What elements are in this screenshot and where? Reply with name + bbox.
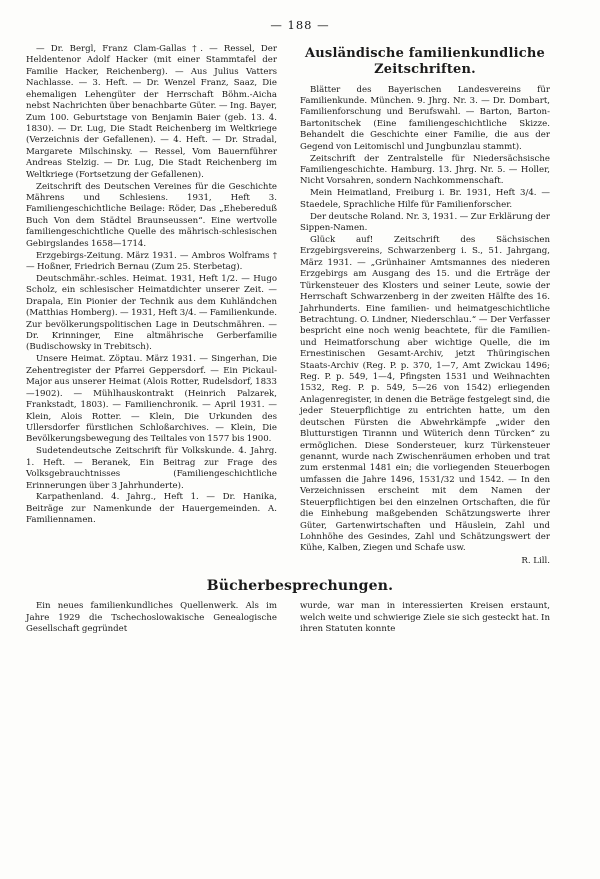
two-column-body [26, 44, 574, 566]
paragraph: Ein neues familienkundliches Quellenwerk. Als im Jahre 1929 die Tschechoslowakische Genealogische Gesellschaft gegründet [26, 601, 277, 635]
paragraph: Glück auf! Zeitschrift des Sächsischen Erzgebirgsvereins, Schwarzenberg i. S., 51. Jahrgang, März 1931. — „Grünhainer Amtsmannes des niederen Erzgebirgs am Ausgang des 15. und die Erträge der Türkensteuer des Klosters und seiner Leute, sowie der Herrschaft Schwarzenberg in der zweiten Hälfte des 16. Jahrhunderts. Eine familien- und heimatgeschichtliche Betrachtung. O. Lindner, Niederschlau.“ — Der Verfasser bespricht eine noch wenig beachtete, für die Familien- und Heimatforschung aber wichtige Quelle, die im Ernestinischen Gesamt-Archiv, jetzt Thüringischen Staats-Archiv (Reg. P. p. 370, 1—7, Amt Zwickau 1496; Reg. P. p. 549, 1—4, Pfingsten 1531 und Weihnachten 1532, Reg. P. p. 549, 5—26 von 1542) erliegenden Anlagenregister, in denen die Beträge festgelegt sind, die jeder Steuerpflichtige zu entrichten hatte, um den deutschen Fürsten die Abwehrkämpfe „wider den Blutturstigen Tirannn und Wüterich denn Türcken“ zu ermöglichen. Diese Sondersteuer, kurz Türkensteuer genannt, wurde nach Zwischenräumen erhoben und trat zum erstenmal 1481 ein; die vorliegenden Steuerbogen umfassen die Jahre 1496, 1531/32 und 1542. — In den Verzeichnissen erscheint mit dem Namen der Steuerpflichtigen bei den einzelnen Ortschaften, die für die Einhebung maßgebenden Schätzungswerte ihrer Güter, Gartenwirtschaften und Häuslein, Zahl und Lohnhöhe des Gesindes, Zahl und Schätzungswert der Kühe, Kalben, Ziegen und Schafe usw. [300, 234, 550, 554]
right-column [288, 44, 550, 566]
paragraph: Blätter des Bayerischen Landesvereins für Familienkunde. München. 9. Jhrg. Nr. 3. — Dr. Dombart, Familienforschung und Berufswahl. — Barton, Barton-Bartonitschek (Eine familiengeschichtliche Skizze. Behandelt die Geschichte einer Familie, die aus der Gegend von Leitomischl und Jungbunzlau stammt). [300, 84, 550, 152]
section-heading-book-reviews: Bücherbesprechungen. [206, 577, 394, 594]
left-column [26, 44, 288, 527]
paragraph: Der deutsche Roland. Nr. 3, 1931. — Zur Erklärung der Sippen-Namen. [300, 211, 550, 234]
section-heading-foreign-journals: Ausländische familienkundliche Zeitschriften. [304, 46, 545, 78]
paragraph: Sudetendeutsche Zeitschrift für Volkskunde. 4. Jahrg. 1. Heft. — Beranek, Ein Beitrag zur Frage des Volksgebrauchtnisses (Familiengeschichtliche Erinnerungen über 3 Jahrhunderte). [26, 446, 277, 491]
book-reviews-left-column [26, 601, 288, 636]
paragraph: Karpathenland. 4. Jahrg., Heft 1. — Dr. Hanika, Beiträge zur Namenkunde der Hauergemeinden. A. Familiennamen. [26, 492, 277, 526]
paragraph: Deutschmähr.-schles. Heimat. 1931, Heft 1/2. — Hugo Scholz, ein schlesischer Heimatdichter unserer Zeit. — Drapala, Ein Pionier der Technik aus dem Kuhländchen (Matthias Homberg). — 1931, Heft 3/4. — Familienkunde. Zur bevölkerungspolitischen Lage in Deutschmähren. — Dr. Krinninger, Eine altmährische Gerberfamilie (Budischowsky in Trebitsch). [26, 273, 277, 353]
book-reviews-columns [26, 601, 574, 636]
book-reviews-right-column [288, 601, 550, 636]
author-signature: R. Lill. [521, 555, 550, 566]
paragraph: Unsere Heimat. Zöptau. März 1931. — Singerhan, Die Zehentregister der Pfarrei Geppersdorf. — Ein Pickaul-Major aus unserer Heimat (Alois Rotter, Rudelsdorf, 1833—1902). — Mühlhauskontrakt (Heinrich Palzarek, Frankstadt, 1803). — Familienchronik. — April 1931. — Klein, Alois Rotter. — Klein, Die Urkunden des Ullersdorfer fürstlichen Schloßarchives. — Klein, Die Bevölkerungsbewegung des Teiltales von 1577 bis 1900. [26, 354, 277, 445]
paragraph: — Dr. Bergl, Franz Clam-Gallas †. — Ressel, Der Heldentenor Adolf Hacker (mit einer Stammtafel der Familie Hacker, Reichenberg). — Aus Julius Vatters Nachlasse. — 3. Heft. — Dr. Wenzel Franz, Saaz, Die ehemaligen Lehengüter der Herrschaft Böhm.-Aicha nebst Nachrichten über benachbarte Güter. — Ing. Bayer, Zum 100. Geburtstage von Benjamin Baier (geb. 13. 4. 1830). — Dr. Lug, Die Stadt Reichenberg im Weltkriege (Verzeichnis der Gefallenen). — 4. Heft. — Dr. Stradal, Margarete Milschinsky. — Ressel, Vom Bauernführer Andreas Stelzig. — Dr. Lug, Die Stadt Reichenberg im Weltkriege (Fortsetzung der Gefallenen). [26, 44, 277, 180]
paragraph: wurde, war man in interessierten Kreisen erstaunt, welch weite und schwierige Ziele sie sich gesteckt hat. In ihren Statuten konnte [300, 601, 550, 635]
paragraph: Zeitschrift des Deutschen Vereines für die Geschichte Mährens und Schlesiens. 1931, Heft 3. Familiengeschichtliche Beilage: Röder, Das „Ehebereduß Buch Von dem Städtel Braunseussen“. Eine wertvolle familiengeschichtliche Quelle des mährisch-schlesischen Gebirgslandes 1658—1714. [26, 181, 277, 249]
paragraph: Zeitschrift der Zentralstelle für Niedersächsische Familiengeschichte. Hamburg. 13. Jhrg. Nr. 5. — Holler, Nicht Vorsahren, sondern Nachkommenschaft. [300, 153, 550, 187]
paragraph: Erzgebirgs-Zeitung. März 1931. — Ambros Wolframs † — Hoßner, Friedrich Bernau (Zum 25. Sterbetag). [26, 250, 277, 273]
paragraph: Mein Heimatland, Freiburg i. Br. 1931, Heft 3/4. — Staedele, Sprachliche Hilfe für Familienforscher. [300, 188, 550, 210]
page-number: — 188 — [270, 18, 330, 32]
